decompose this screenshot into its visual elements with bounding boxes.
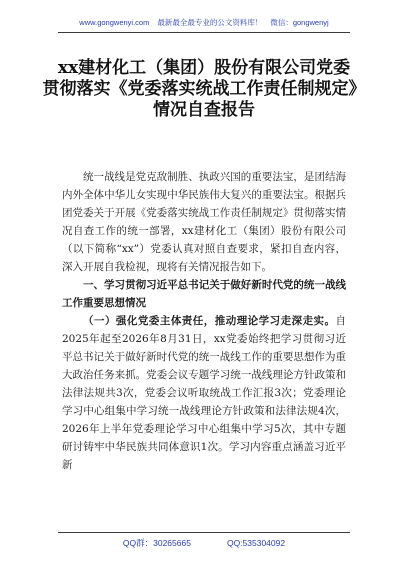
- title-line-3: 情况自查报告: [153, 100, 255, 120]
- header-url[interactable]: www.gongwenyi.com: [79, 18, 150, 27]
- footer-qq: QQ:535304092: [226, 538, 286, 548]
- subsection-title-1: （一）强化党委主体责任，推动理论学习走深走实。: [83, 315, 336, 327]
- page-header: [0, 18, 408, 28]
- document-title: [40, 58, 368, 121]
- header-divider: [58, 32, 350, 33]
- section-heading-1: 一、学习贯彻习近平总书记关于做好新时代党的统一战线工作重要思想情况: [62, 279, 346, 309]
- header-wechat: 微信：gongwenyj: [270, 18, 329, 27]
- title-line-2: 贯彻落实《党委落实统战工作责任制规定》: [42, 79, 366, 99]
- title-line-1: xx建材化工（集团）股份有限公司党委: [57, 58, 351, 78]
- footer-divider: [58, 532, 350, 533]
- subsection-text-1: 自2025年起至2026年8月31日，xx党委始终把学习贯彻习近平总书记关于做好新时代党的统一战线工作的重要思想作为重大政治任务来抓。党委会议专题学习统一战线理论方针政策和法律法规共3次，党委会议听取统战工作汇报3次；党委理论学习中心组集中学习统一战线理论方针政策和法律法规4次，2026年上半年党委理论学习中心组集中学习5次，其中专题研讨铸牢中华民族共同体意识1次。学习内容重点涵盖习近平新: [62, 315, 346, 471]
- document-body: [62, 168, 346, 474]
- footer-qq-group: QQ群：30265665: [122, 538, 191, 548]
- subsection-paragraph-1: [62, 312, 346, 474]
- header-slogan: 最新最全最专业的公文资料库！: [157, 18, 263, 27]
- intro-paragraph: 统一战线是党克敌制胜、执政兴国的重要法宝，是团结海内外全体中华儿女实现中华民族伟大复兴的重要法宝。根据兵团党委关于开展《党委落实统战工作责任制规定》贯彻落实情况自查工作的统一部署，xx建材化工（集团）股份有限公司（以下简称“xx”）党委认真对照自查要求，紧扣自查内容，深入开展自我检视，现将有关情况报告如下。: [62, 171, 346, 273]
- page-footer: [0, 537, 408, 549]
